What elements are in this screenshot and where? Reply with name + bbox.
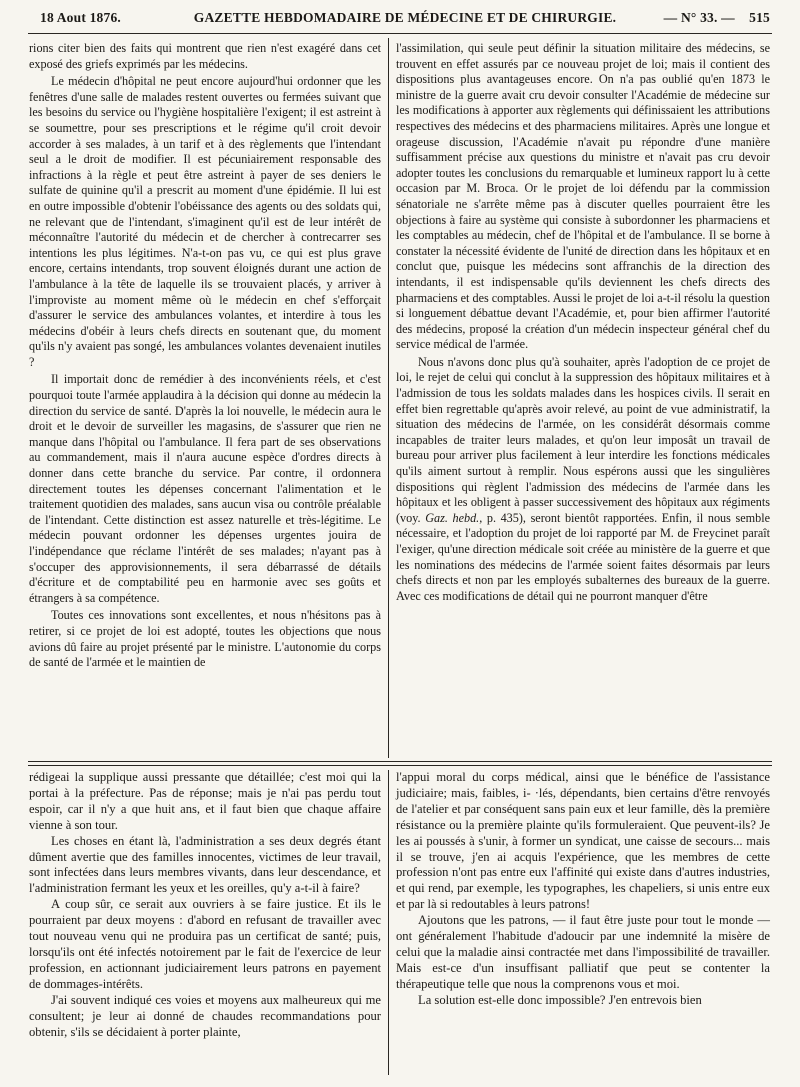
paragraph: J'ai souvent indiqué ces voies et moyens aux malheureux qui me consultent; je leur ai donné de chaudes recommandations pour obtenir, s'ils se décidaient à porter plainte, [29,992,381,1039]
paragraph: rédigeai la supplique aussi pressante que détaillée; c'est moi qui la portai à la préfecture. Pas de réponse; mais je n'ai pas perdu tout espoir, car il n'y a que huit ans, et il faut bien que chaque affaire vienne à son tour. [29,770,381,832]
paragraph: Le médecin d'hôpital ne peut encore aujourd'hui ordonner que les fenêtres d'une salle de malades restent ouvertes ou fermées suivant que les besoins du service ou l'hygiène hospitalière l'exigent; il est astreint à se soumettre, pour ses prescriptions et le régime qu'il croit devoir accorder à ses malades, à un tarif et à des règlements que l'intendant seul a le droit de modifier. Il est pécuniairement responsable des infractions à la règle et peut être astreint à payer de ses deniers le sulfate de quinine qu'il a prescrit au moment d'une épidémie. Il lui est en outre impossible d'obtenir l'obéissance des agents ou des soldats qui, ne relevant que de l'intendant, s'imaginent qu'il est de leur intérêt de méconnaître l'autorité du médecin et de chercher à contrecarrer ses intentions les plus légitimes. N'a-t-on pas vu, ce qui est plus grave encore, certains intendants, trop souvent éloignés durant une action de l'ambulance à la tête de laquelle ils se trouvaient placés, y arriver à l'improviste au moment même où le médecin en chef s'efforçait d'assurer le service des ambulances volantes, et interdire à tous les médecins d'obéir à leurs chefs directs en soutenant que, du moment qu'ils n'y avaient pas songé, les ambulances volantes devenaient inutiles ? [29,74,381,369]
issue-number-and-page [664,10,770,26]
journal-citation: Gaz. hebd. [425,510,480,525]
article-right-column [396,41,770,604]
paragraph [396,355,770,605]
paragraph: La solution est-elle donc impossible? J'en entrevois bien [418,992,702,1007]
paragraph: Ajoutons que les patrons, — il faut être juste pour tout le monde — ont généralement l'habitude d'adoucir par une indemnité la misère de celui que la maladie ainsi contractée met dans l'impossibilité de travailler. Mais est-ce d'un insuffisant palliatif que peut se contenter la thérapeutique telle que nous la comprenons vous et moi. [396,913,770,991]
feuilleton-left-column [29,770,381,1040]
page-number: 515 [749,10,770,25]
paragraph: rions citer bien des faits qui montrent que rien n'est exagéré dans cet exposé des griefs exprimés par les médecins. [29,41,381,71]
journal-title: GAZETTE HEBDOMADAIRE DE MÉDECINE ET DE CHIRURGIE. [193,10,617,25]
column-divider-top [388,38,389,758]
paragraph: Il importait donc de remédier à des inconvénients réels, et c'est pourquoi toute l'armée applaudira à la décision qui donne au médecin la direction du service de santé. D'après la loi nouvelle, le médecin aura le droit et le devoir de surveiller les magasins, de s'assurer que rien ne manque dans l'hôpital ou l'ambulance. Il fera part de ses observations au commandement, mais il n'aura aucune espèce d'ordres directs à donner dans cette branche du service. Par contre, il ordonnera directement toutes les dépenses concernant l'alimentation et le traitement quotidien des malades, sans aucun visa ou contrôle préalable de l'intendant. Cette distinction est assez naturelle et très-légitime. Le médecin pouvant ordonner les dépenses urgentes jouira de l'indépendance que réclame l'intérêt de ses malades; n'ayant pas à s'occuper des approvisionnements, il sera débarrassé de détails d'écriture et de comptabilité peu en harmonie avec ses goûts et étrangers à sa compétence. [29,372,381,605]
paragraph-text: Nous n'avons donc plus qu'à souhaiter, après l'adoption de ce projet de loi, le rejet de celui qui conclut à la suppression des hôpitaux militaires et à l'admission de tous les soldats malades dans les hospices civils. Il serait en effet bien regrettable qu'après avoir relevé, au point de vue administratif, la situation des médecins de l'armée, on les considérât désormais comme incapables de traiter leurs malades, et qu'on leur imposât un travail de bureau pour arriver plus facilement à leur interdire les fonctions médicales qu'ils aiment surtout à remplir. Nous espérons aussi que les singulières dispositions qui règlent l'admission des médecins de l'armée dans les hôpitaux et les obligent à passer successivement des hôpitaux aux régiments (voy. [396,354,770,525]
header-rule [28,33,772,34]
running-header [40,10,770,34]
paragraph: l'assimilation, qui seule peut définir la situation militaire des médecins, se trouvent en effet assurés par ce nouveau projet de loi; mais il contient des dispositions plus avantageuses encore. On n'a pas oublié qu'en 1873 le ministre de la guerre avait cru devoir consulter l'Académie de médecine sur les modifications à apporter aux règlements qui définissaient les attributions respectives des médecins et des pharmaciens militaires. Après une longue et orageuse discussion, l'Académie n'avait pu répondre d'une manière suffisamment précise aux questions du ministre et n'avait pas cru devoir adopter toutes les conclusions du remarquable et lumineux rapport lu à cette occasion par M. Broca. Or le projet de loi défendu par la commission sénatoriale ne s'arrête même pas à discuter quelles pourraient être les objections à faire au système qui consiste à subordonner les pharmaciens et les comptables au médecin, chef de l'hôpital et de l'ambulance. Il se borne à constater la nécessité évidente de l'unité de direction dans les hôpitaux et en conclut que, puisque les médecins sont affranchis de la direction des intendants, il est indispensable qu'ils deviennent les chefs directs des pharmaciens et des comptables. Aussi le projet de loi a-t-il résolu la question si longuement débattue devant l'Académie, et, pour bien affirmer l'autorité des médecins, proposé la création d'un médecin inspecteur général chef du service médical de l'armée. [396,41,770,352]
paragraph: Toutes ces innovations sont excellentes, et nous n'hésitons pas à retirer, si ce projet de loi est adopté, toutes les objections que nous avions dû faire au projet présenté par le ministre. L'autonomie du corps de santé de l'armée et le maintien de [29,608,381,670]
column-divider-bottom [388,770,389,1075]
article-left-column [29,41,381,671]
paragraph-text: , p. 435), seront bientôt rapportées. Enfin, il nous semble nécessaire, et l'adoption du projet de loi rapporté par M. de Freycinet paraît l'exiger, qu'une direction médicale soit créée au ministère de la guerre et que les nominations des médecins de l'armée soient faites désormais par leurs chefs directs et non par les employés subalternes des bureaux de la guerre. Avec ces modifications de détail qui ne pourront manquer d'être [396,510,770,603]
issue-date: 18 Aout 1876. [40,10,121,25]
section-separator-rule-2 [28,765,772,766]
paragraph: A coup sûr, ce serait aux ouvriers à se faire justice. Et ils le pourraient par deux moyens : d'abord en refusant de travailler avec tout nouveau venu qui ne produira pas un certificat de santé; puis, lorsqu'ils ont été infectés notoirement par le fait de l'exercice de leur profession, en actionnant judiciairement leurs patrons en payement de dommages-intérêts. [29,897,381,991]
feuilleton-right-column [396,770,770,1009]
paragraph: l'appui moral du corps médical, ainsi que le bénéfice de l'assistance judiciaire; mais, faibles, i- ·lés, dépendants, bien certains d'être renvoyés de l'atelier et par conséquent sans pain eux et leur famille, dès la première résistance ou la première plainte qu'ils formuleraient. Que peuvent-ils? Je les ai poussés à s'unir, à former un syndicat, une caisse de secours... mais il se trouve, j'en ai acquis l'expérience, que les membres de cette profession n'ont pas entre eux l'affinité qui existe dans d'autres industries, et qui rend, par exemple, les typographes, les chapeliers, si unis entre eux et par là si redoutables à leurs patrons! [396,770,770,912]
issue-number: — N° 33. — [663,10,735,25]
section-separator-rule [28,761,772,762]
paragraph: Les choses en étant là, l'administration a ses deux degrés étant dûment avertie que des familles innocentes, victimes de leur travail, sont infectées dans leurs membres vivants, dans leur descendance, et l'administration fermant les yeux et les oreilles, qu'y a-t-il à faire? [29,833,381,896]
